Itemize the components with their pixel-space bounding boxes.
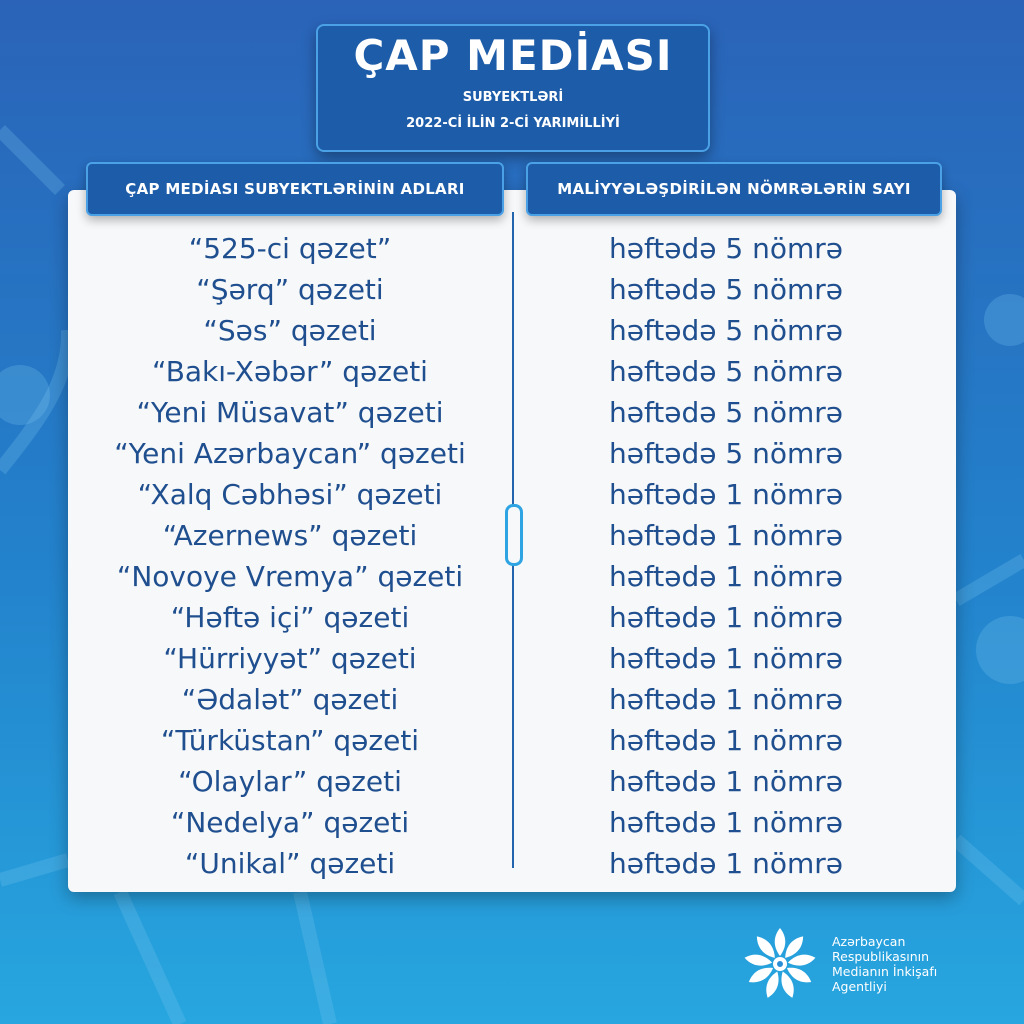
list-item: həftədə 1 nömrə [608,519,844,552]
page-title: ÇAP MEDİASI [353,31,673,80]
list-item: “Bakı-Xəbər” qəzeti [152,355,428,388]
list-item: “Türküstan” qəzeti [160,724,420,757]
list-item: həftədə 1 nömrə [608,478,844,511]
list-item: “Olaylar” qəzeti [178,765,402,798]
list-item: həftədə 1 nömrə [608,765,844,798]
org-line: Respublikasının [832,949,930,964]
title-box [316,24,710,152]
list-item: həftədə 5 nömrə [608,232,844,265]
snowflake-flower-icon [740,924,820,1004]
list-item: “Unikal” qəzeti [184,847,396,880]
period-label: 2022-Cİ İLİN 2-Cİ YARIMİLLİYİ [406,116,620,131]
list-item: “Xalq Cəbhəsi” qəzeti [137,478,443,511]
media-names-list [80,228,500,884]
list-item: “525-ci qəzet” [188,232,392,265]
page-subtitle: SUBYEKTLƏRİ [462,90,564,105]
list-item: həftədə 5 nömrə [608,355,844,388]
list-item: “Ədalət” qəzeti [181,683,399,716]
list-item: “Şərq” qəzeti [196,273,384,306]
list-item: “Nedelya” qəzeti [170,806,410,839]
list-item: həftədə 1 nömrə [608,642,844,675]
list-item: “Azernews” qəzeti [162,519,418,552]
names-column-header: ÇAP MEDİASI SUBYEKTLƏRİNİN ADLARI [86,162,504,216]
list-item: həftədə 1 nömrə [608,601,844,634]
org-line: Azərbaycan [832,934,906,949]
list-item: “Səs” qəzeti [203,314,377,347]
list-item: həftədə 5 nömrə [608,396,844,429]
list-item: həftədə 1 nömrə [608,806,844,839]
list-item: həftədə 1 nömrə [608,724,844,757]
list-item: “Novoye Vremya” qəzeti [116,560,464,593]
org-line: Medianın İnkişafı [832,964,938,979]
list-item: “Həftə içi” qəzeti [170,601,410,634]
list-item: “Hürriyyət” qəzeti [163,642,417,675]
list-item: həftədə 5 nömrə [608,437,844,470]
list-item: həftədə 5 nömrə [608,273,844,306]
org-line: Agentliyi [832,979,887,994]
counts-column-header: MALİYYƏLƏŞDİRİLƏN NÖMRƏLƏRİN SAYI [526,162,942,216]
list-item: “Yeni Müsavat” qəzeti [136,396,444,429]
list-item: həftədə 1 nömrə [608,683,844,716]
list-item: həftədə 5 nömrə [608,314,844,347]
organization-name [832,934,937,994]
divider-handle [505,504,523,566]
list-item: həftədə 1 nömrə [608,560,844,593]
list-item: həftədə 1 nömrə [608,847,844,880]
list-item: “Yeni Azərbaycan” qəzeti [114,437,466,470]
issue-counts-list [526,228,926,884]
